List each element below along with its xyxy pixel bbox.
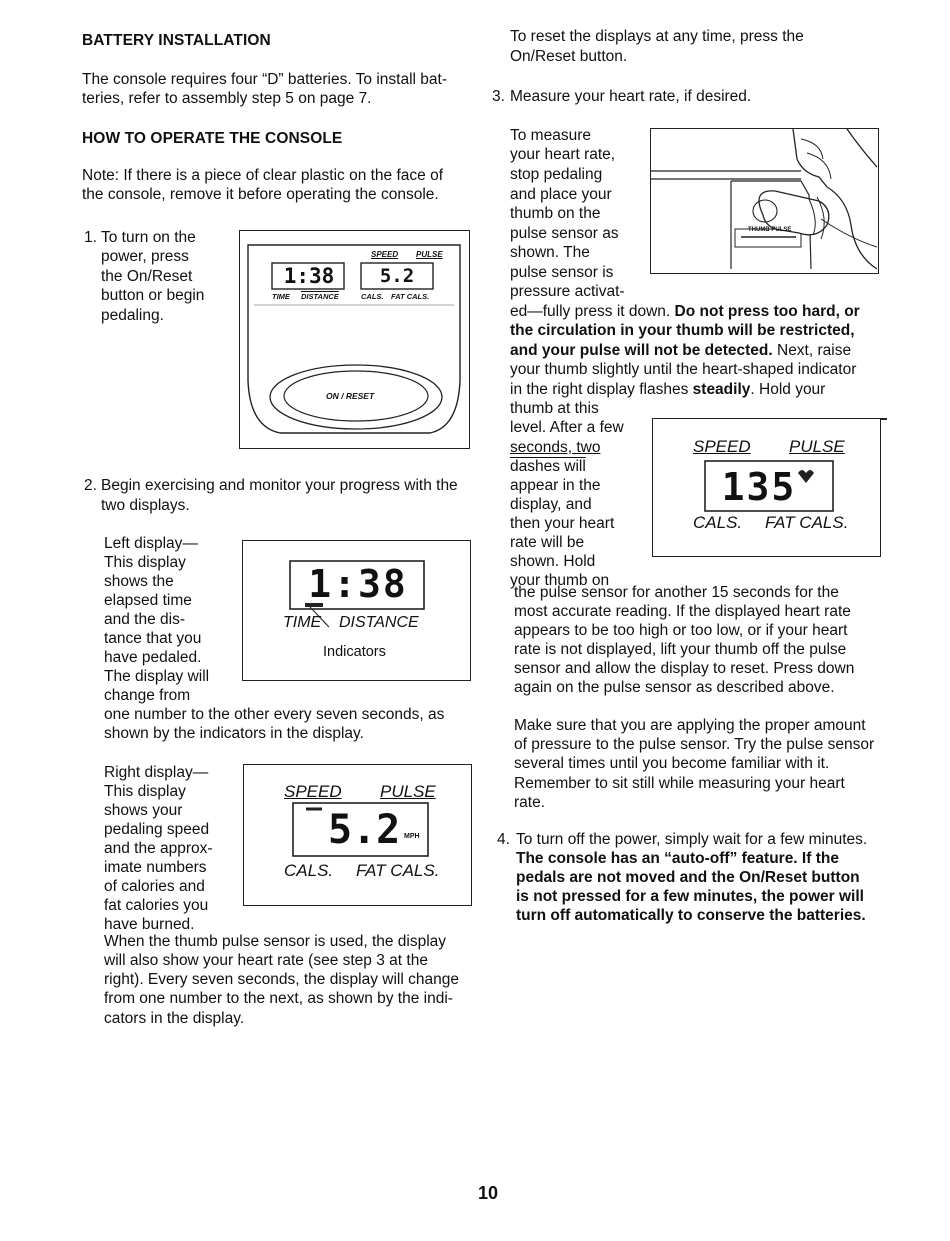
after-line: rate is not displayed, lift your thumb off the pulse [514, 641, 847, 658]
fig2-distance-label: DISTANCE [339, 614, 419, 631]
battery-text-2: teries, refer to assembly step 5 on page 7. [82, 90, 372, 107]
fig3-cals-label: CALS. [284, 861, 334, 880]
step2-line: Begin exercising and monitor your progress with the [101, 477, 458, 494]
right-display-line: and the approx- [104, 840, 213, 857]
on-reset-button[interactable]: ON / RESET [326, 391, 375, 401]
right-display-line: imate numbers [104, 859, 207, 876]
fig3-speed-label: SPEED [284, 782, 342, 801]
left-display-line: shows the [104, 573, 174, 590]
right-display-cont: from one number to the next, as shown by the indi- [104, 990, 453, 1007]
steadily-text: steadily [692, 381, 751, 398]
measure-text: ed—fully press it down. [510, 303, 675, 320]
right-display-line: pedaling speed [104, 821, 210, 838]
step4-bold-line: The console has an “auto-off” feature. If the [516, 850, 839, 867]
battery-text-1: The console requires four “D” batteries. To install bat- [82, 71, 447, 88]
make-sure-line: Make sure that you are applying the proper amount [514, 717, 866, 734]
fig3-value: 5.2 [328, 807, 401, 853]
fig1-speed-label: SPEED [371, 250, 399, 259]
step4-line: To turn off the power, simply wait for a few minutes. [516, 831, 868, 848]
step3-title: Measure your heart rate, if desired. [510, 88, 752, 105]
battery-heading: BATTERY INSTALLATION [82, 32, 271, 49]
reset-line: To reset the displays at any time, press the [510, 28, 804, 45]
thumb-line: your thumb on [510, 572, 610, 589]
fig5-speed-label: SPEED [693, 437, 751, 456]
make-sure-line: of pressure to the pulse sensor. Try the pulse sensor [514, 736, 875, 753]
thumb-line: seconds, two [510, 439, 601, 456]
warning-text: Do not press too hard, or [674, 303, 860, 320]
fig1-distance-label: DISTANCE [301, 292, 339, 301]
console-figure [239, 230, 470, 449]
left-display-cont: shown by the indicators in the display. [104, 725, 364, 742]
after-line: most accurate reading. If the displayed heart rate [514, 603, 851, 620]
measure-full-line: your thumb slightly until the heart-shaped indicator [510, 361, 857, 378]
fig5-pulse-label: PULSE [789, 437, 845, 456]
thumb-line: shown. Hold [510, 553, 596, 570]
fig3-fatcals-label: FAT CALS. [356, 861, 440, 880]
thumb-line: level. After a few [510, 419, 624, 436]
right-display-figure [243, 764, 472, 906]
note-text-1: Note: If there is a piece of clear plastic on the face of [82, 167, 444, 184]
thumb-line: thumb at this [510, 400, 599, 417]
measure-line: pressure activat- [510, 283, 625, 300]
measure-line: stop pedaling [510, 166, 603, 183]
left-display-line: change from [104, 687, 191, 704]
measure-text: Next, raise [772, 342, 852, 359]
step4-bold-line: is not pressed for a few minutes, the power will [516, 888, 864, 905]
measure-line: To measure [510, 127, 591, 144]
fig2-indicators-label: Indicators [323, 644, 386, 660]
thumb-line: dashes will [510, 458, 586, 475]
right-display-cont: right). Every seven seconds, the display will change [104, 971, 459, 988]
warning-text: and your pulse will not be detected. [510, 342, 773, 359]
right-display-line: Right display— [104, 764, 209, 781]
measure-full-line [510, 380, 825, 400]
after-line: appears to be too high or too low, or if your heart [514, 622, 848, 639]
measure-full-line [510, 302, 860, 322]
make-sure-line: several times until you become familiar with it. [514, 755, 830, 772]
left-display-line: tance that you [104, 630, 202, 647]
console-illustration [240, 231, 468, 447]
step1-line: To turn on the [101, 229, 196, 246]
measure-line: pulse sensor is [510, 264, 614, 281]
heart-icon [798, 470, 814, 483]
figure-tick [881, 418, 887, 420]
fig5-value: 135 [721, 465, 797, 509]
step2-line: two displays. [101, 497, 190, 514]
left-display-line: have pedaled. [104, 649, 202, 666]
step1-line: the On/Reset [101, 268, 193, 285]
page-number: 10 [478, 1183, 499, 1203]
fig1-fatcals-label: FAT CALS. [391, 292, 430, 301]
measure-text: . Hold your [750, 381, 826, 398]
step4-number: 4. [497, 831, 510, 848]
fig1-pulse-label: PULSE [416, 250, 443, 259]
measure-line: pulse sensor as [510, 225, 619, 242]
measure-line: and place your [510, 186, 612, 203]
warning-line: the circulation in your thumb will be restricted, [510, 322, 855, 339]
thumb-pulse-figure [650, 128, 879, 274]
after-line: the pulse sensor for another 15 seconds for the [514, 584, 839, 601]
right-display-line: This display [104, 783, 186, 800]
reset-line: On/Reset button. [510, 48, 628, 65]
after-line: again on the pulse sensor as described above. [514, 679, 835, 696]
thumb-line: rate will be [510, 534, 585, 551]
note-text-2: the console, remove it before operating the console. [82, 186, 439, 203]
step4-bold-line: pedals are not moved and the On/Reset button [516, 869, 860, 886]
after-line: sensor and allow the display to reset. Press down [514, 660, 855, 677]
right-display-line: shows your [104, 802, 183, 819]
measure-text: in the right display flashes [510, 381, 693, 398]
right-display-line: of calories and [104, 878, 205, 895]
fig2-value: 1:38 [308, 562, 408, 606]
fig2-time-label: TIME [283, 614, 322, 631]
right-display-line: fat calories you [104, 897, 209, 914]
fig1-cals-label: CALS. [361, 292, 384, 301]
operate-heading: HOW TO OPERATE THE CONSOLE [82, 130, 343, 147]
fig1-right-value: 5.2 [379, 265, 415, 287]
left-display-line: Left display— [104, 535, 198, 552]
thumb-line: then your heart [510, 515, 615, 532]
measure-line: thumb on the [510, 205, 601, 222]
left-display-cont: one number to the other every seven seconds, as [104, 706, 445, 723]
thumb-line: display, and [510, 496, 592, 513]
step4-bold-line: turn off automatically to conserve the batteries. [516, 907, 866, 924]
measure-full-line [510, 341, 851, 361]
make-sure-line: rate. [514, 794, 546, 811]
left-display-line: and the dis- [104, 611, 185, 628]
left-display-line: The display will [104, 668, 210, 685]
step1-line: button or begin [101, 287, 205, 304]
make-sure-line: Remember to sit still while measuring your heart [514, 775, 845, 792]
right-display-cont: cators in the display. [104, 1010, 245, 1027]
step1-line: power, press [101, 248, 189, 265]
measure-line: your heart rate, [510, 146, 616, 163]
fig1-left-value: 1:38 [283, 264, 335, 288]
fig3-pulse-label: PULSE [380, 782, 436, 801]
fig5-cals-label: CALS. [693, 513, 743, 532]
thumb-line: appear in the [510, 477, 601, 494]
pulse-display-figure [652, 418, 881, 557]
fig1-time-label: TIME [272, 292, 290, 301]
right-display-line: have burned. [104, 916, 195, 933]
step1-line: pedaling. [101, 307, 164, 324]
thumb-pulse-illustration [651, 129, 877, 272]
step2-number: 2. [84, 477, 97, 494]
right-display-cont: When the thumb pulse sensor is used, the display [104, 933, 447, 950]
fig5-fatcals-label: FAT CALS. [765, 513, 849, 532]
measure-line: shown. The [510, 244, 590, 261]
left-display-figure [242, 540, 471, 681]
thumb-pulse-label: THUMB PULSE [748, 227, 792, 233]
left-display-line: This display [104, 554, 186, 571]
left-display-line: elapsed time [104, 592, 192, 609]
step3-number: 3. [492, 88, 505, 105]
step1-number: 1. [84, 229, 97, 246]
fig3-mph-label: MPH [404, 833, 420, 840]
right-display-cont: will also show your heart rate (see step 3 at the [104, 952, 428, 969]
